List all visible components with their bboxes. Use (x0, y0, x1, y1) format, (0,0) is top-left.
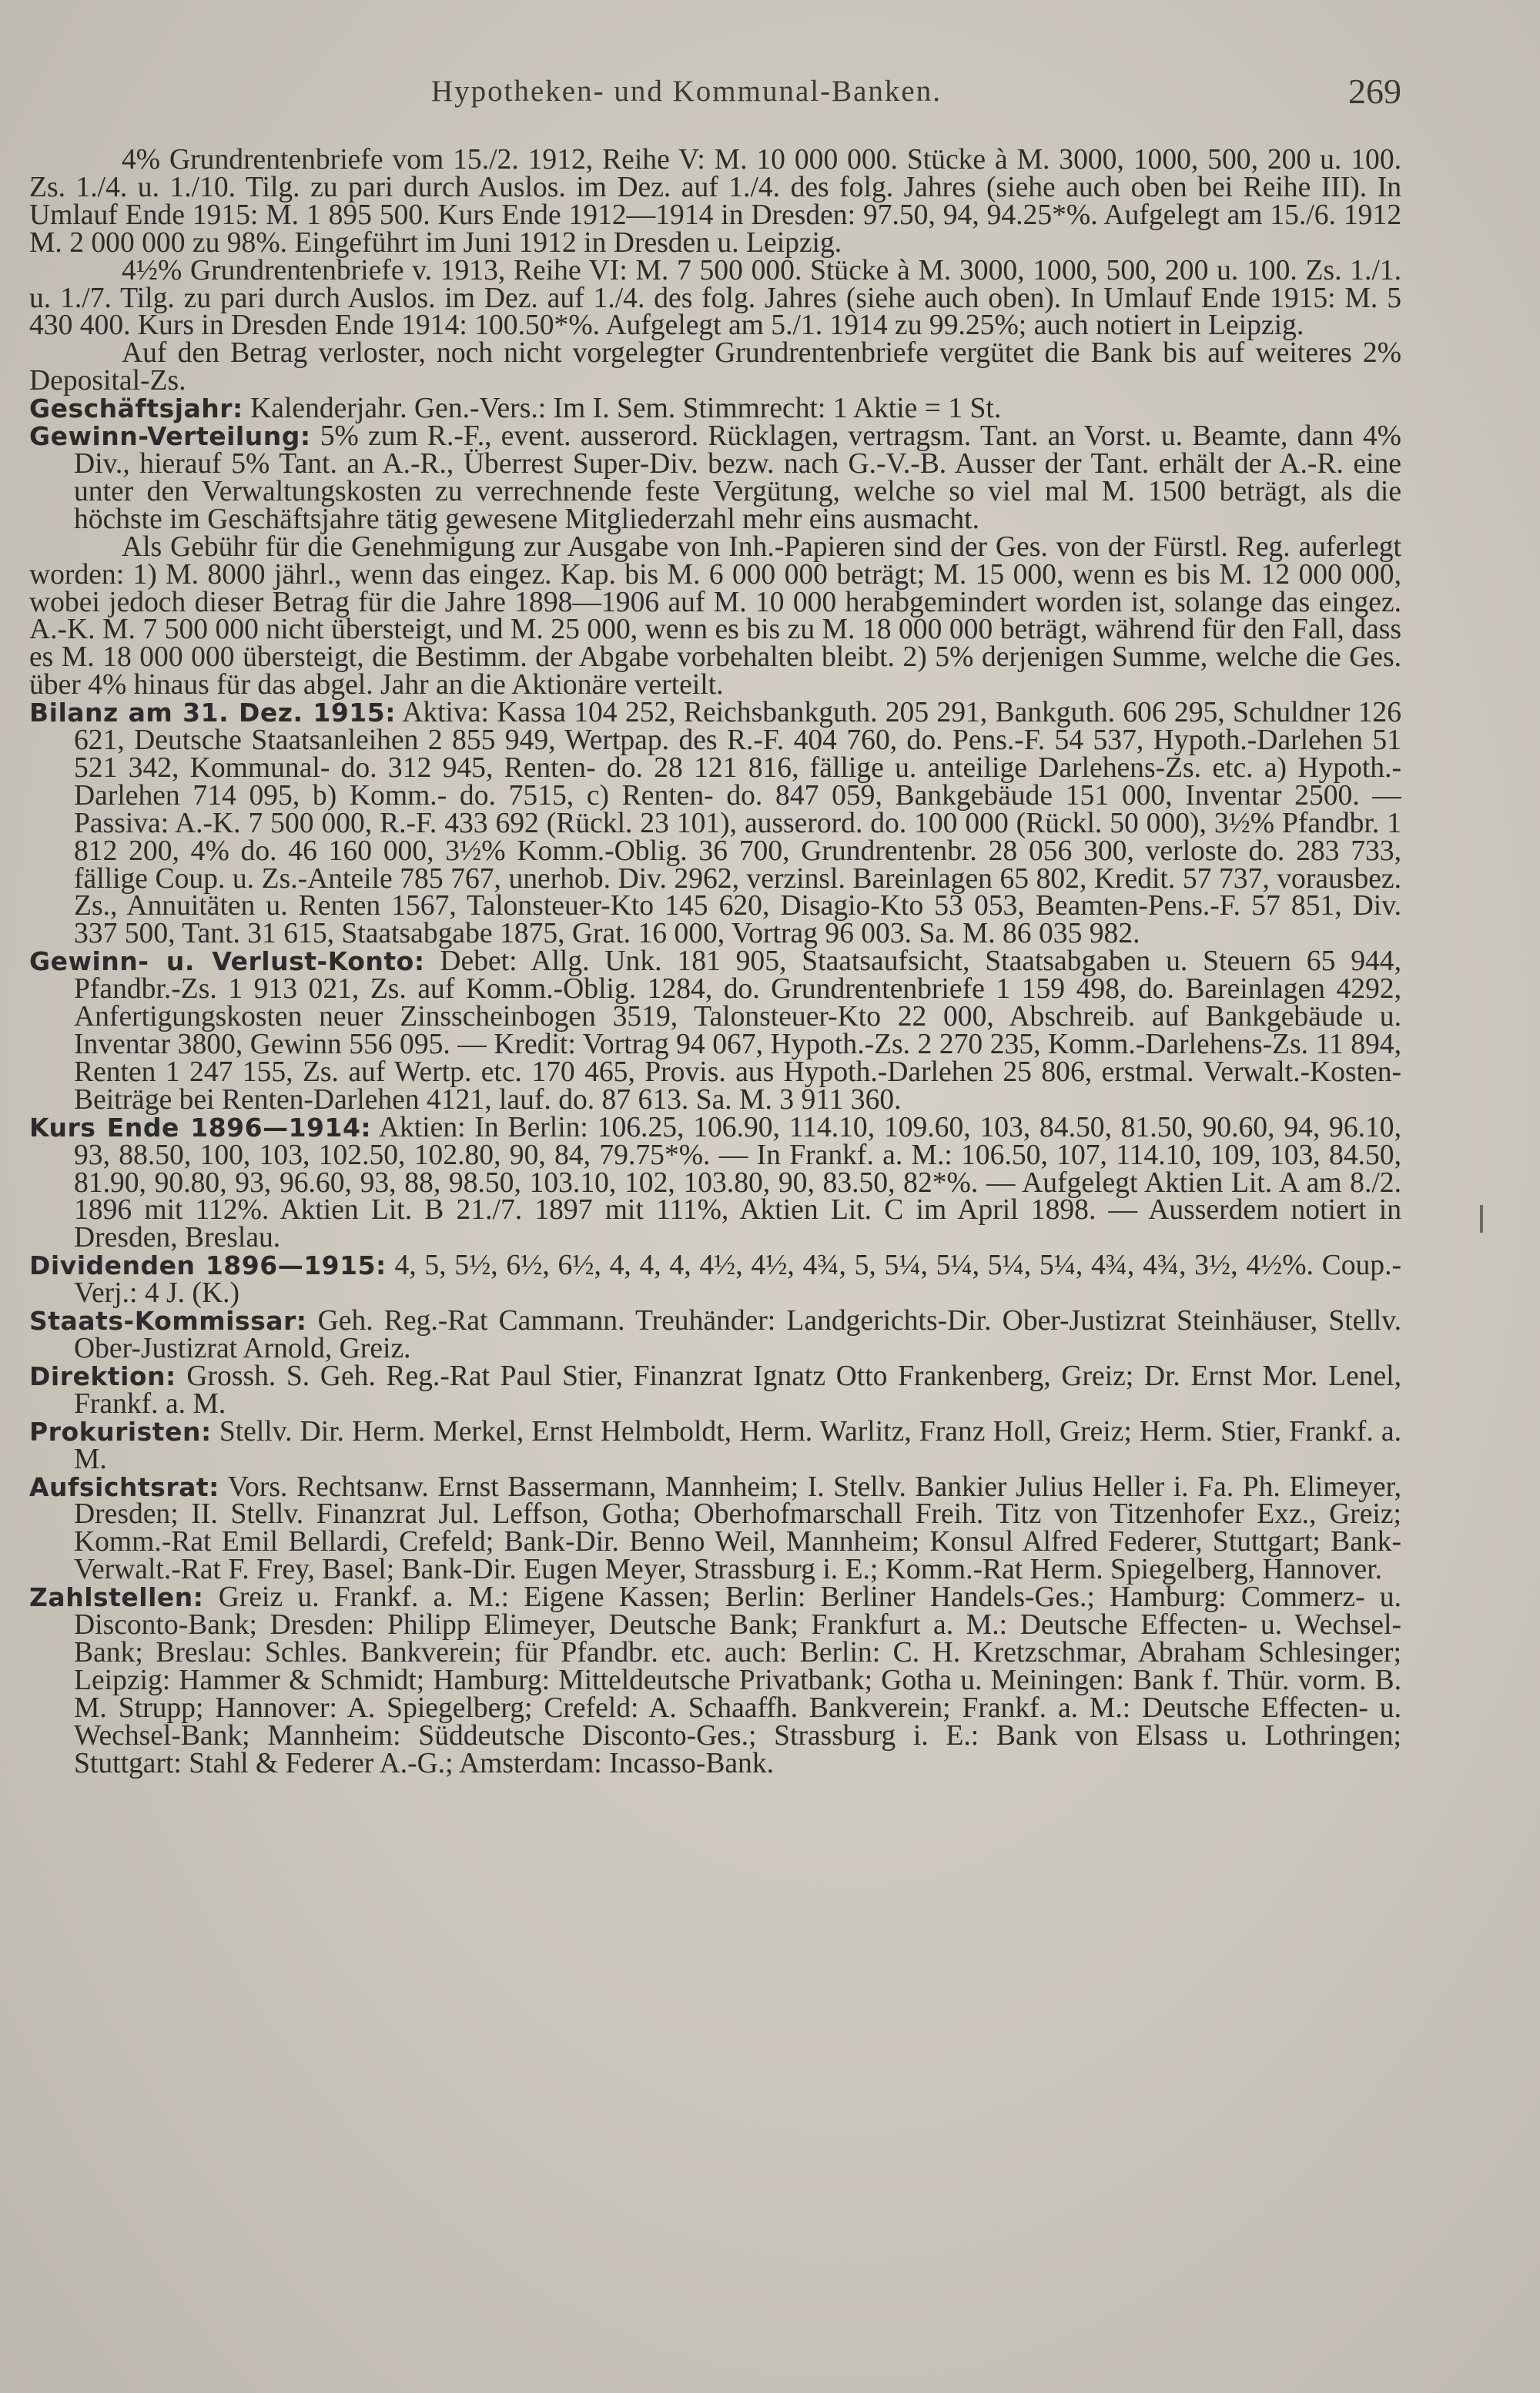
entry-bilanz (29, 699, 1401, 948)
running-head: Hypotheken- und Kommunal-Banken. (431, 75, 942, 108)
entry-text: Aktien: In Berlin: 106.25, 106.90, 114.10, 109.60, 103, 84.50, 81.50, 90.60, 94, 96.10, 93, 88.50, 100, 103, 102.50, 102.80, 90, 84, 79.75*%. — In Frankf. a. M.: 106.50, 107, 114.10, 109, 103, 84.50, 81.90, 90.80, 93, 96.60, 93, 88, 98.50, 103.10, 102, 103.80, 90, 83.50, 82*%. — Aufgelegt Aktien Lit. A am 8./2. 1896 mit 112%. Aktien Lit. B 21./7. 1897 mit 111%, Aktien Lit. C im April 1898. — Ausserdem notiert in Dresden, Breslau. (74, 1111, 1401, 1254)
entry-text: Kalenderjahr. Gen.-Vers.: Im I. Sem. Stimmrecht: 1 Aktie = 1 St. (250, 393, 1002, 425)
paragraph-deposital-zinsen: Auf den Betrag verloster, noch nicht vorgelegter Grundrentenbriefe vergütet die Bank bis auf weiteres 2% Deposital-Zs. (29, 337, 1401, 397)
paragraph-grundrentenbriefe-reihe-vi: 4½% Grundrentenbriefe v. 1913, Reihe VI: M. 7 500 000. Stücke à M. 3000, 1000, 500, 200 u. 100. Zs. 1./1. u. 1./7. Tilg. zu pari durch Auslos. im Dez. auf 1./4. des folg. Jahres (siehe auch oben). In Umlauf Ende 1915: M. 5 430 400. Kurs in Dresden Ende 1914: 100.50*%. Aufgelegt am 5./1. 1914 zu 99.25%; auch notiert in Leipzig. (29, 254, 1401, 342)
entry-text: Vors. Rechtsanw. Ernst Bassermann, Mannheim; I. Stellv. Bankier Julius Heller i. Fa. Ph. Elimeyer, Dresden; II. Stellv. Finanzrat Jul. Leffson, Gotha; Oberhofmarschall Freih. Titz von Titzenhofer Exz., Greiz; Komm.-Rat Emil Bellardi, Crefeld; Bank-Dir. Benno Weil, Mannheim; Konsul Alfred Federer, Stuttgart; Bank-Verwalt.-Rat F. Frey, Basel; Bank-Dir. Eugen Meyer, Strassburg i. E.; Komm.-Rat Herm. Spiegelberg, Hannover. (74, 1471, 1401, 1586)
body-text (29, 146, 1401, 1777)
entry-kurs (29, 1111, 1401, 1254)
entry-label: Prokuristen: (29, 1416, 212, 1447)
page-header (31, 74, 1401, 120)
entry-gewinn-verteilung (29, 420, 1401, 535)
entry-direktion (29, 1360, 1401, 1420)
entry-text: Als Gebühr für die Genehmigung zur Ausgabe von Inh.-Papieren sind der Ges. von der Fürstl. Reg. auferlegt worden: 1) M. 8000 jährl., wenn das eingez. Kap. bis M. 6 000 000 beträgt; M. 15 000, wenn es bis M. 12 000 000, wobei jedoch dieser Betrag für die Jahre 1898—1906 auf M. 10 000 herabgemindert worden ist, solange das eingez. A.-K. M. 7 500 000 nicht übersteigt, und M. 25 000, wenn es bis zu M. 18 000 000 beträgt, während für den Fall, dass es M. 18 000 000 übersteigt, die Bestimm. der Abgabe vorbehalten bleibt. 2) 5% derjenigen Summe, welche die Ges. über 4% hinaus für das abgel. Jahr an die Aktionäre verteilt. (29, 530, 1401, 701)
entry-text: Stellv. Dir. Herm. Merkel, Ernst Helmboldt, Herm. Warlitz, Franz Holl, Greiz; Herm. Stier, Frankf. a. M. (74, 1415, 1401, 1475)
entry-dividenden (29, 1250, 1401, 1310)
entry-text: Grossh. S. Geh. Reg.-Rat Paul Stier, Finanzrat Ignatz Otto Frankenberg, Greiz; Dr. Ernst Mor. Lenel, Frankf. a. M. (74, 1360, 1401, 1420)
entry-label: Direktion: (29, 1360, 176, 1391)
entry-label: Dividenden 1896—1915: (29, 1250, 387, 1281)
margin-mark (1480, 1205, 1483, 1233)
entry-text: Greiz u. Frankf. a. M.: Eigene Kassen; Berlin: Berliner Handels-Ges.; Hamburg: Commerz- u. Disconto-Bank; Dresden: Philipp Elimeyer, Deutsche Bank; Frankfurt a. M.: Deutsche Effecten- u. Wechsel-Bank; Breslau: Schles. Bankverein; für Pfandbr. etc. auch: Berlin: C. H. Kretzschmar, Abraham Schlesinger; Leipzig: Hammer & Schmidt; Hamburg: Mitteldeutsche Privatbank; Gotha u. Meiningen: Bank f. Thür. vorm. B. M. Strupp; Hannover: A. Spiegelberg; Crefeld: A. Schaaffh. Bankverein; Frankf. a. M.: Deutsche Effecten- u. Wechsel-Bank; Mannheim: Süddeutsche Disconto-Ges.; Strassburg i. E.: Bank von Elsass u. Lothringen; Stuttgart: Stahl & Federer A.-G.; Amsterdam: Incasso-Bank. (74, 1581, 1401, 1779)
entry-geschaeftsjahr (29, 395, 1401, 423)
entry-label: Bilanz am 31. Dez. 1915: (29, 698, 396, 728)
entry-label: Zahlstellen: (29, 1582, 204, 1613)
page-number: 269 (1348, 72, 1401, 111)
entry-label: Kurs Ende 1896—1914: (29, 1112, 372, 1143)
entry-text: Debet: Allg. Unk. 181 905, Staatsaufsicht, Staatsabgaben u. Steuern 65 944, Pfandbr.-Zs. 1 913 021, Zs. auf Komm.-Oblig. 1284, do. Grundrentenbriefe 1 159 498, do. Bareinlagen 4292, Anfertigungskosten neuer Zinsscheinbogen 3519, Talonsteuer-Kto 22 000, Abschreib. auf Bankgebäude u. Inventar 3800, Gewinn 556 095. — Kredit: Vortrag 94 067, Hypoth.-Zs. 2 270 235, Komm.-Darlehens-Zs. 11 894, Renten 1 247 155, Zs. auf Wertp. etc. 170 465, Provis. aus Hypoth.-Darlehen 25 806, erstmal. Verwalt.-Kosten-Beiträge bei Renten-Darlehen 4121, lauf. do. 87 613. Sa. M. 3 911 360. (74, 945, 1401, 1116)
entry-label: Gewinn-Verteilung: (29, 421, 311, 452)
entry-label: Aufsichtsrat: (29, 1471, 219, 1502)
paragraph-grundrentenbriefe-reihe-v: 4% Grundrentenbriefe vom 15./2. 1912, Reihe V: M. 10 000 000. Stücke à M. 3000, 1000, 500, 200 u. 100. Zs. 1./4. u. 1./10. Tilg. zu pari durch Auslos. im Dez. auf 1./4. des folg. Jahres (siehe auch oben bei Reihe III). In Umlauf Ende 1915: M. 1 895 500. Kurs Ende 1912—1914 in Dresden: 97.50, 94, 94.25*%. Aufgelegt am 15./6. 1912 M. 2 000 000 zu 98%. Eingeführt im Juni 1912 in Dresden u. Leipzig. (29, 144, 1401, 259)
entry-text: 5% zum R.-F., event. ausserord. Rücklagen, vertragsm. Tant. an Vorst. u. Beamte, dann 4% Div., hierauf 5% Tant. an A.-R., Überrest Super-Div. bezw. nach G.-V.-B. Ausser der Tant. erhält der A.-R. eine unter den Verwaltungskosten zu verrechnende feste Vergütung, welche so viel mal M. 1500 beträgt, als die höchste im Geschäftsjahre tätig gewesene Mitgliederzahl mehr eins ausmacht. (74, 420, 1401, 535)
entry-aufsichtsrat (29, 1471, 1401, 1586)
entry-zahlstellen (29, 1581, 1401, 1779)
entry-text: Aktiva: Kassa 104 252, Reichsbankguth. 205 291, Bankguth. 606 295, Schuldner 126 621, Deutsche Staatsanleihen 2 855 949, Wertpap. des R.-F. 404 760, do. Pens.-F. 54 537, Hypoth.-Darlehen 51 521 342, Kommunal- do. 312 945, Renten- do. 28 121 816, fällige u. anteilige Darlehens-Zs. etc. a) Hypoth.-Darlehen 714 095, b) Komm.- do. 7515, c) Renten- do. 847 059, Bankgebäude 151 000, Inventar 2500. — Passiva: A.-K. 7 500 000, R.-F. 433 692 (Rückl. 23 101), ausserord. do. 100 000 (Rückl. 50 000), 3½% Pfandbr. 1 812 200, 4% do. 46 160 000, 3½% Komm.-Oblig. 36 700, Grundrentenbr. 28 056 300, verloste do. 283 733, fällige Coup. u. Zs.-Anteile 785 767, unerhob. Div. 2962, verzinsl. Bareinlagen 65 802, Kredit. 57 737, vorausbez. Zs., Annuitäten u. Renten 1567, Talonsteuer-Kto 145 620, Disagio-Kto 53 053, Beamten-Pens.-F. 57 851, Div. 337 500, Tant. 31 615, Staatsabgabe 1875, Grat. 16 000, Vortrag 96 003. Sa. M. 86 035 982. (74, 697, 1402, 950)
entry-text: 4, 5, 5½, 6½, 6½, 4, 4, 4, 4½, 4½, 4¾, 5, 5¼, 5¼, 5¼, 5¼, 4¾, 4¾, 3½, 4½%. Coup.-Verj.: 4 J. (K.) (74, 1250, 1401, 1310)
entry-gebuehr (29, 530, 1401, 701)
entry-label: Gewinn- u. Verlust-Konto: (29, 946, 425, 977)
entry-text: Geh. Reg.-Rat Cammann. Treuhänder: Landgerichts-Dir. Ober-Justizrat Steinhäuser, Stellv. Ober-Justizrat Arnold, Greiz. (74, 1305, 1401, 1364)
entry-gewinn-verlust-konto (29, 945, 1401, 1116)
entry-prokuristen (29, 1415, 1401, 1475)
entry-staats-kommissar (29, 1307, 1401, 1363)
entry-label: Staats-Kommissar: (29, 1306, 307, 1337)
entry-label: Geschäftsjahr: (29, 393, 243, 424)
